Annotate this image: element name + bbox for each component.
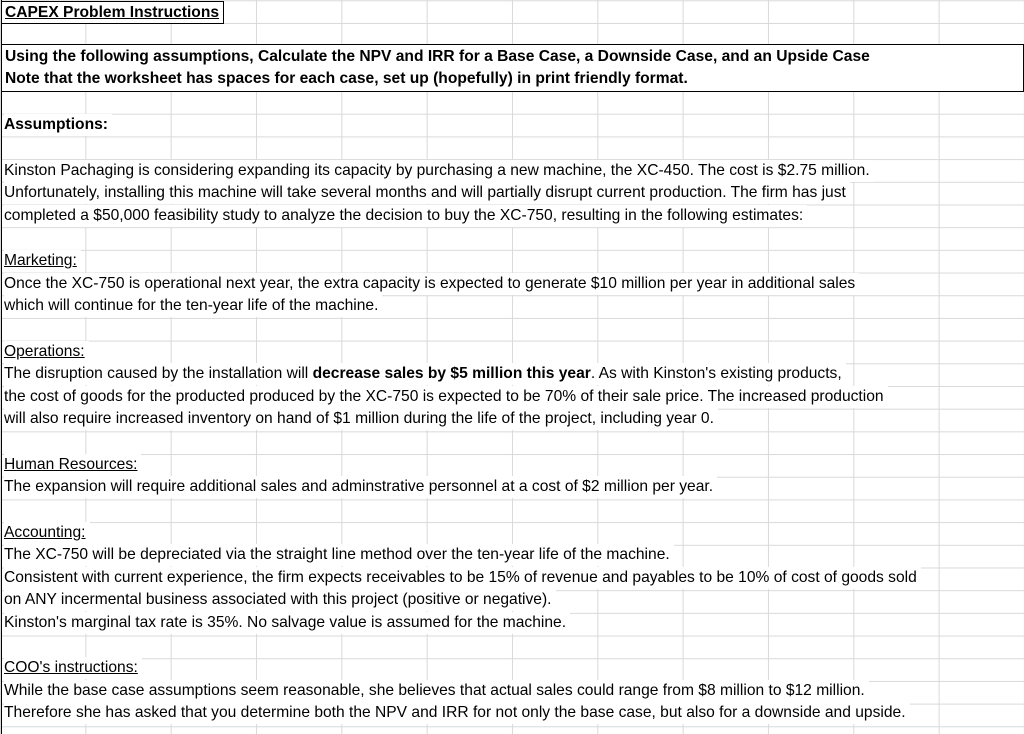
accounting-line-2: Consistent with current experience, the firm expects receivables to be 15% of revenue and payables to be 10% of cost of goods sold	[4, 567, 921, 589]
accounting-heading: Accounting:	[4, 522, 90, 544]
marketing-line-1: Once the XC-750 is operational next year, the extra capacity is expected to generate $10 million per year in additional sales	[4, 273, 859, 295]
marketing-line-2: which will continue for the ten-year life of the machine.	[4, 295, 382, 317]
hr-line-1: The expansion will require additional sales and adminstrative personnel at a cost of $2 million per year.	[4, 476, 717, 498]
intro-line-3: completed a $50,000 feasibility study to analyze the decision to buy the XC-750, resulting in the following estimates:	[4, 205, 807, 227]
instructions-box	[1, 44, 1024, 92]
accounting-line-1: The XC-750 will be depreciated via the straight line method over the ten-year life of the machine.	[4, 544, 674, 566]
page-title: CAPEX Problem Instructions	[1, 1, 224, 24]
assumptions-heading: Assumptions:	[4, 114, 112, 136]
operations-line-1	[4, 363, 846, 385]
coo-line-1: While the base case assumptions seem reasonable, she believes that actual sales could range from $8 million to $12 million.	[4, 680, 869, 702]
intro-line-1: Kinston Pachaging is considering expanding its capacity by purchasing a new machine, the XC-450. The cost is $2.75 million.	[4, 160, 874, 182]
accounting-line-3: on ANY incermental business associated with this project (positive or negative).	[4, 589, 556, 611]
intro-line-2: Unfortunately, installing this machine will take several months and will partially disrupt current production. The firm has just	[4, 182, 850, 204]
operations-line-2: the cost of goods for the producted produced by the XC-750 is expected to be 70% of their sale price. The increased production	[4, 386, 888, 408]
operations-line-1-a: The disruption caused by the installation will	[4, 365, 313, 382]
left-border	[1, 0, 2, 734]
operations-line-1-b: . As with Kinston's existing products,	[590, 365, 842, 382]
operations-line-1-bold: decrease sales by $5 million this year	[312, 365, 591, 382]
hr-heading: Human Resources:	[4, 454, 141, 476]
coo-line-2: Therefore she has asked that you determine both the NPV and IRR for not only the base case, but also for a downside and upside.	[4, 702, 910, 724]
instructions-line-2: Note that the worksheet has spaces for each case, set up (hopefully) in print friendly format.	[5, 70, 688, 87]
operations-heading: Operations:	[4, 341, 89, 363]
instructions-line-1: Using the following assumptions, Calculate the NPV and IRR for a Base Case, a Downside Case, and an Upside Case	[5, 48, 870, 65]
operations-line-3: will also require increased inventory on hand of $1 million during the life of the project, including year 0.	[4, 408, 718, 430]
marketing-heading: Marketing:	[4, 250, 81, 272]
accounting-line-4: Kinston's marginal tax rate is 35%. No salvage value is assumed for the machine.	[4, 612, 570, 634]
coo-heading: COO's instructions:	[4, 657, 142, 679]
